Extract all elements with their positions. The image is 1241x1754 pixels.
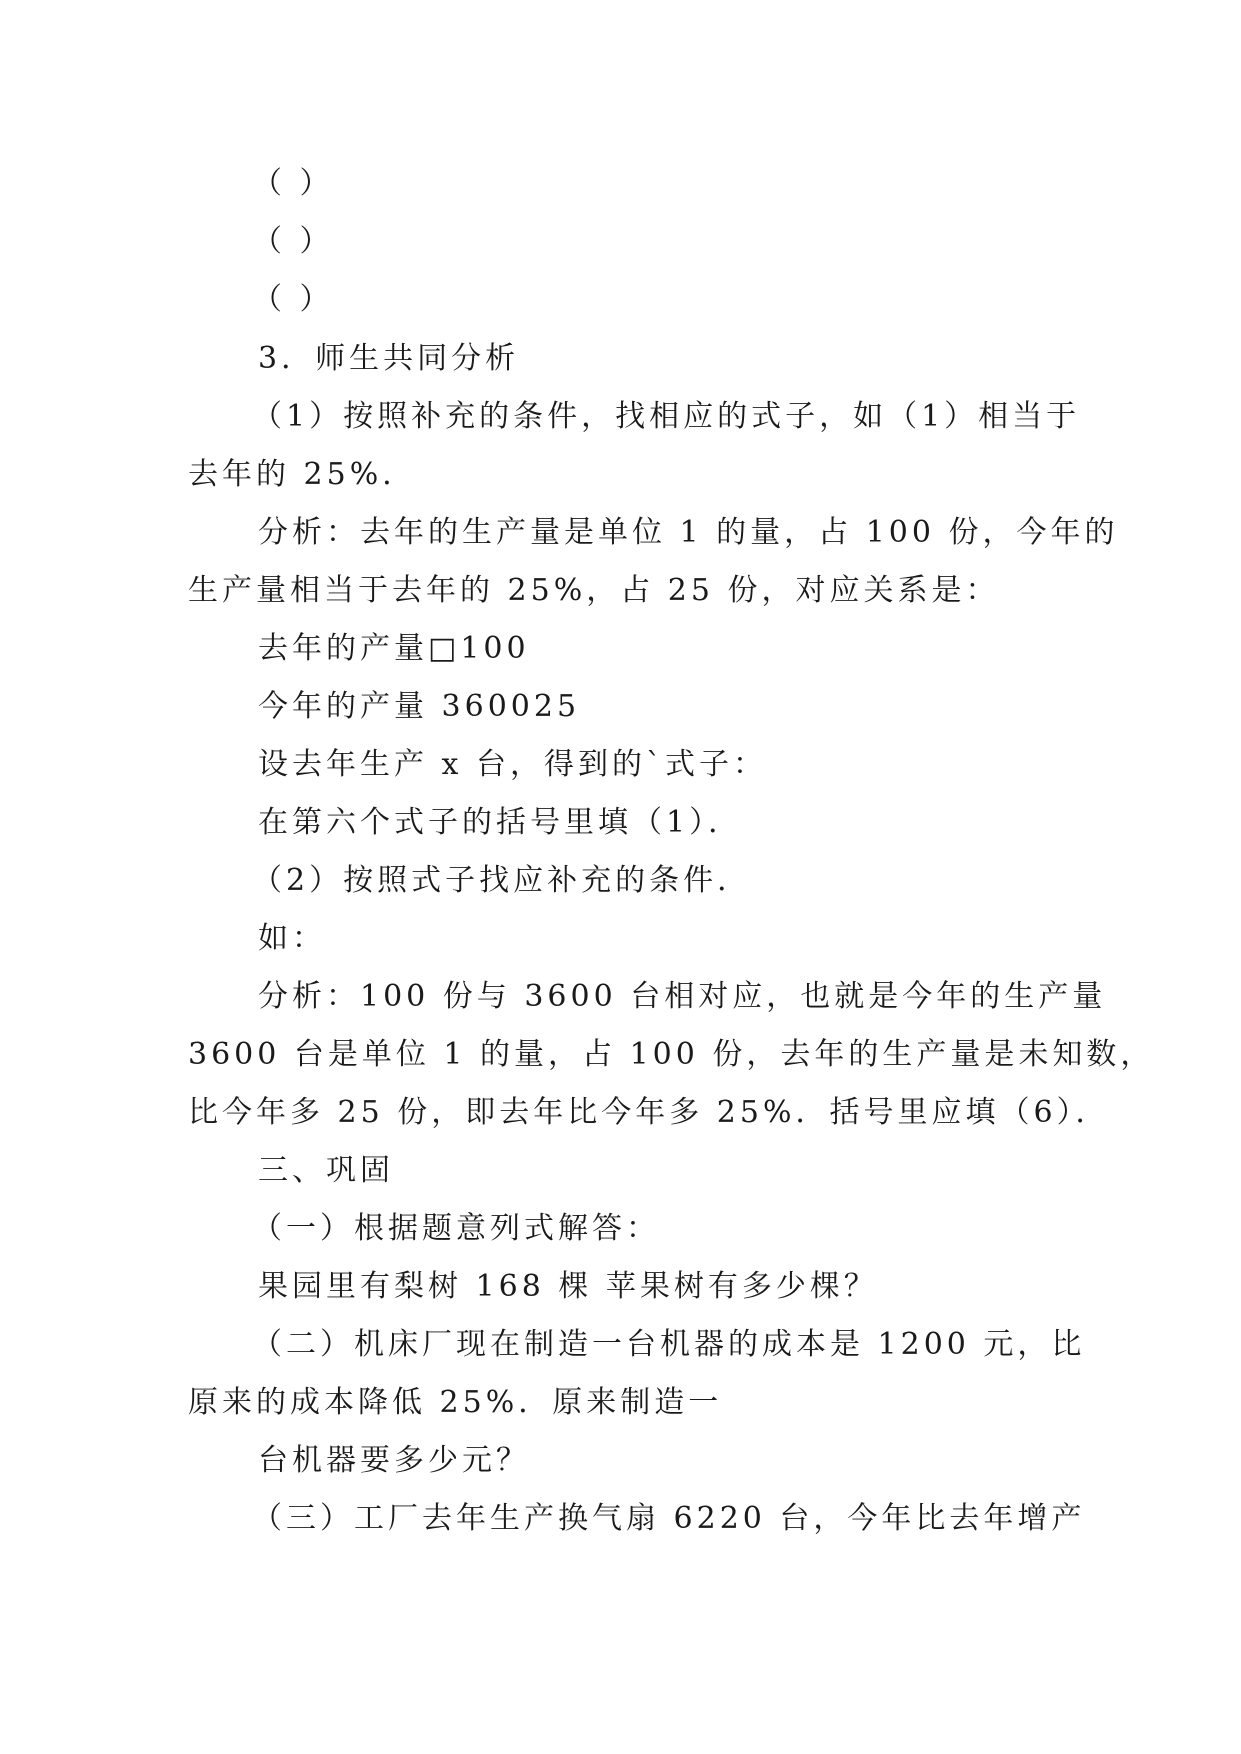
paragraph-line: 在第六个式子的括号里填（1）．: [258, 805, 743, 840]
paragraph-line: 去年的 25%．: [188, 457, 417, 492]
paragraph-line: 今年的产量 360025: [258, 689, 581, 724]
paragraph-line: 分析：去年的生产量是单位 1 的量，占 100 份，今年的: [258, 515, 1119, 550]
paragraph-line: （2）按照式子找应补充的条件．: [252, 863, 752, 898]
paragraph-line: 比今年多 25 份，即去年比今年多 25%．括号里应填（6）．: [188, 1095, 1110, 1130]
paragraph-line: 生产量相当于去年的 25%，占 25 份，对应关系是：: [188, 573, 1000, 608]
paragraph-line: 原来的成本降低 25%．原来制造一: [188, 1385, 723, 1420]
blank-parentheses: （ ）: [252, 282, 334, 317]
paragraph-line: （三）工厂去年生产换气扇 6220 台，今年比去年增产: [252, 1501, 1086, 1536]
paragraph-line: （1）按照补充的条件，找相应的式子，如（1）相当于: [252, 399, 1081, 434]
blank-parentheses: （ ）: [252, 166, 334, 201]
paragraph-line: 分析：100 份与 3600 台相对应，也就是今年的生产量: [258, 979, 1107, 1014]
blank-parentheses: （ ）: [252, 224, 334, 259]
section-heading: 3．师生共同分析: [258, 341, 520, 376]
paragraph-line: （一）根据题意列式解答：: [252, 1211, 660, 1246]
paragraph-line: 设去年生产 x 台，得到的`式子：: [258, 747, 767, 782]
paragraph-line: 台机器要多少元？: [258, 1443, 530, 1478]
paragraph-line: 3600 台是单位 1 的量，占 100 份，去年的生产量是未知数，: [188, 1037, 1155, 1072]
paragraph-line: 去年的产量□100: [258, 631, 530, 666]
paragraph-line: 如：: [258, 921, 326, 956]
paragraph-line: 果园里有梨树 168 棵 苹果树有多少棵？: [258, 1269, 878, 1304]
paragraph-line: （二）机床厂现在制造一台机器的成本是 1200 元，比: [252, 1327, 1086, 1362]
section-heading: 三、巩固: [258, 1153, 394, 1188]
